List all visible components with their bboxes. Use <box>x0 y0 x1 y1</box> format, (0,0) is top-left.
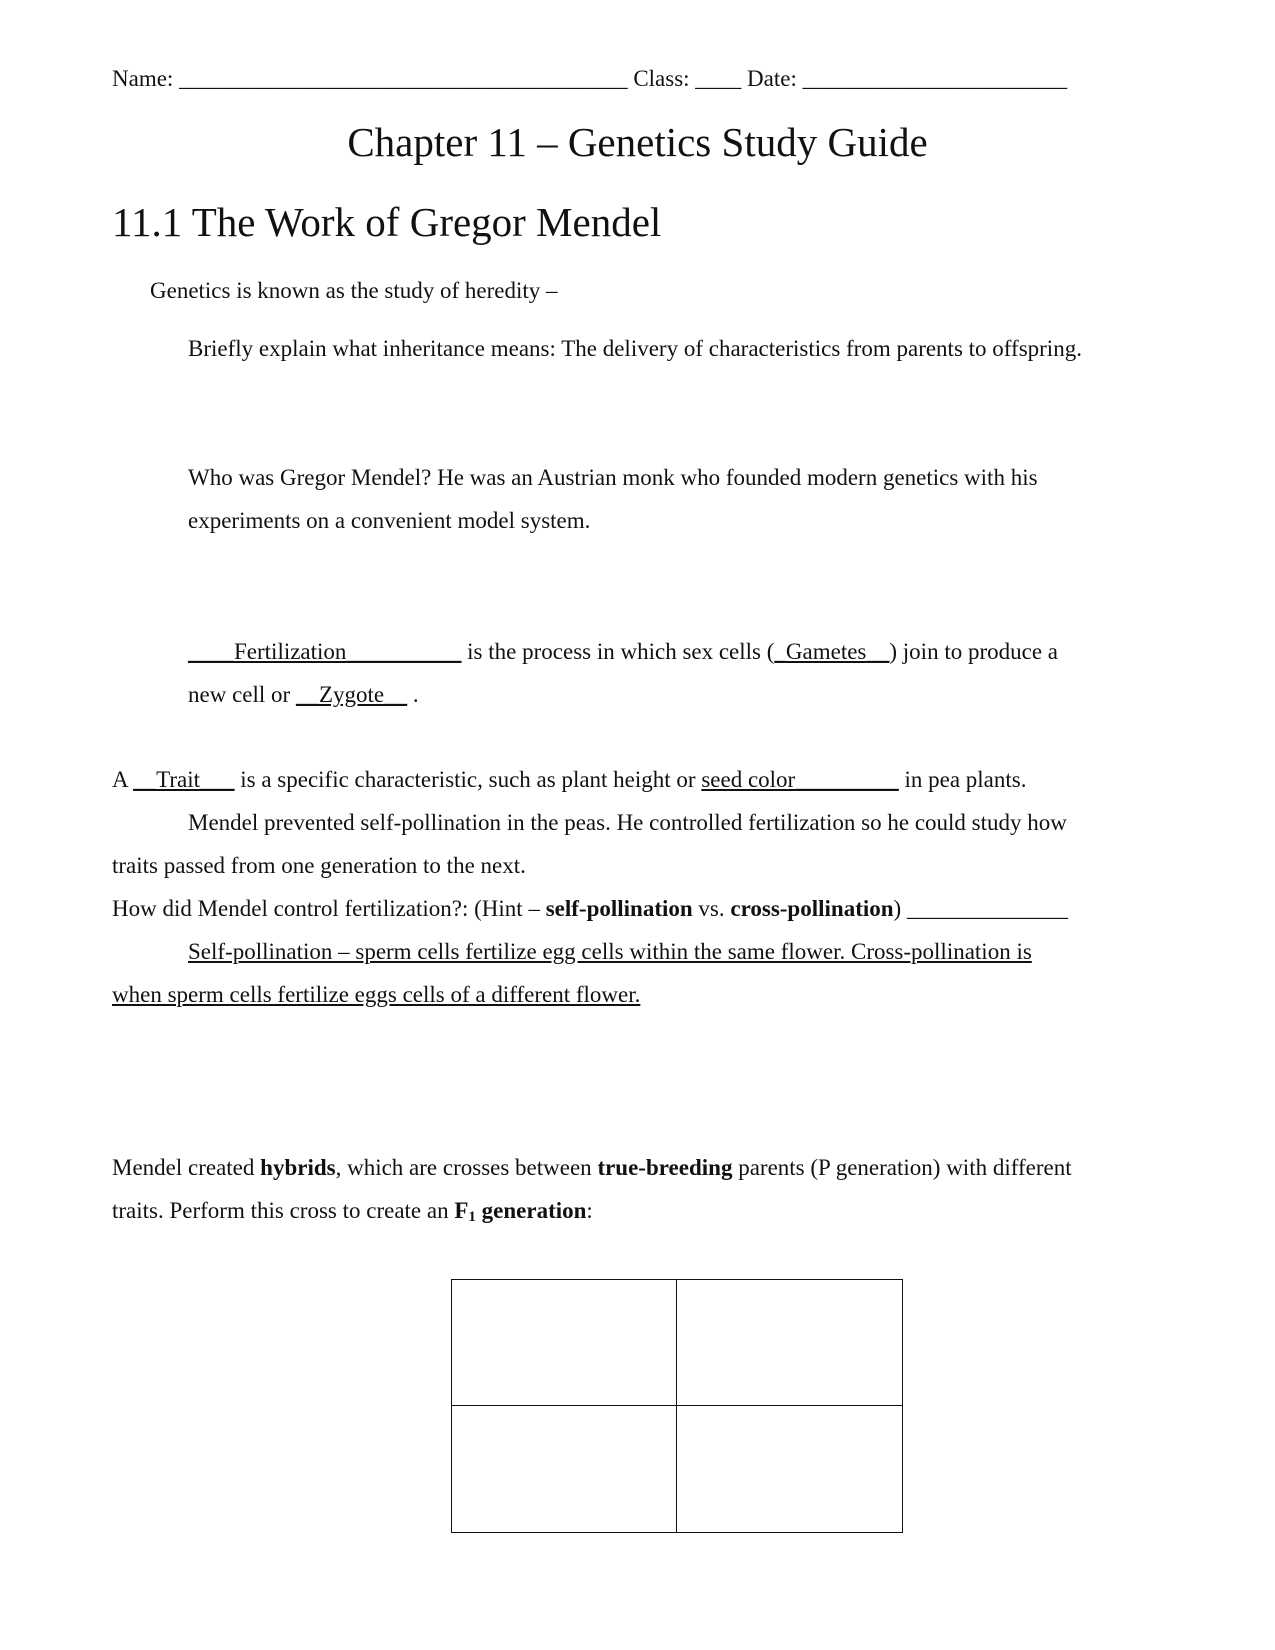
date-blank[interactable]: _______________________ <box>802 66 1068 91</box>
punnett-cell[interactable] <box>452 1406 677 1532</box>
punnett-square <box>451 1279 903 1533</box>
hint-self-pollination: self-pollination <box>545 896 693 921</box>
fertilization-line-1: ____Fertilization__________ is the process in which sex cells (_Gametes__) join to produce a <box>188 639 1058 664</box>
inheritance-answer: The delivery of characteristics from parents to offspring. <box>561 336 1082 361</box>
true-breeding-term: true-breeding <box>597 1155 733 1180</box>
punnett-cell[interactable] <box>677 1406 902 1532</box>
control-answer-blank[interactable]: ______________ <box>906 896 1068 921</box>
trait-line: A __Trait___ is a specific characteristic, such as plant height or seed color_________ in pea plants. <box>112 767 1027 792</box>
f1-generation-term: $F_1$ generation <box>454 1198 587 1225</box>
hybrids-line-1: Mendel created hybrids, which are crosses between true-breeding parents (P generation) with different <box>112 1155 1072 1180</box>
control-question: How did Mendel control fertilization?: (Hint – self-pollination vs. cross-pollination) ______________ <box>112 896 1068 921</box>
gametes-answer: Gametes <box>785 639 867 664</box>
section-heading: 11.1 The Work of Gregor Mendel <box>112 199 662 245</box>
trait-answer: Trait <box>156 767 200 792</box>
inheritance-prompt: Briefly explain what inheritance means: <box>188 336 556 361</box>
class-blank[interactable]: ____ <box>695 66 742 91</box>
zygote-blank: __Zygote__ <box>295 682 408 707</box>
trait-blank: __Trait___ <box>133 767 235 792</box>
date-label: Date: <box>747 66 797 91</box>
gametes-blank: _Gametes__ <box>774 639 890 664</box>
intro-text: Genetics is known as the study of heredity – <box>150 278 558 303</box>
mendel-question: Who was Gregor Mendel? <box>188 465 432 490</box>
control-answer-1: Self-pollination – sperm cells fertilize egg cells within the same flower. Cross-pollination is <box>188 939 1032 964</box>
fertilization-answer: Fertilization <box>234 639 347 664</box>
name-label: Name: <box>112 66 174 91</box>
seed-color-blank: seed color_________ <box>701 767 899 792</box>
inheritance-line <box>188 337 1082 360</box>
hint-cross-pollination: cross-pollination <box>730 896 894 921</box>
punnett-cell[interactable] <box>452 1280 677 1406</box>
mendel-line-1 <box>188 466 1038 489</box>
fertilization-blank: ____Fertilization__________ <box>188 639 462 664</box>
prevent-line-2: traits passed from one generation to the next. <box>112 853 526 878</box>
header-line <box>112 66 1067 92</box>
class-label: Class: <box>633 66 690 91</box>
prevent-line-1: Mendel prevented self-pollination in the peas. He controlled fertilization so he could study how <box>188 810 1067 835</box>
mendel-line-2: experiments on a convenient model system. <box>188 508 591 533</box>
control-answer-2: when sperm cells fertilize eggs cells of a different flower. <box>112 982 641 1007</box>
mendel-answer-1: He was an Austrian monk who founded modern genetics with his <box>437 465 1038 490</box>
fertilization-line-2: new cell or __Zygote__ . <box>188 682 419 707</box>
name-blank[interactable]: _______________________________________ <box>179 66 628 91</box>
punnett-cell[interactable] <box>677 1280 902 1406</box>
page-title: Chapter 11 – Genetics Study Guide <box>347 119 928 165</box>
seed-color-answer: seed color <box>701 767 796 792</box>
hybrids-line-2: traits. Perform this cross to create an $F_1$ generation: <box>112 1198 593 1225</box>
zygote-answer: Zygote <box>318 682 385 707</box>
hybrids-term: hybrids <box>260 1155 336 1180</box>
